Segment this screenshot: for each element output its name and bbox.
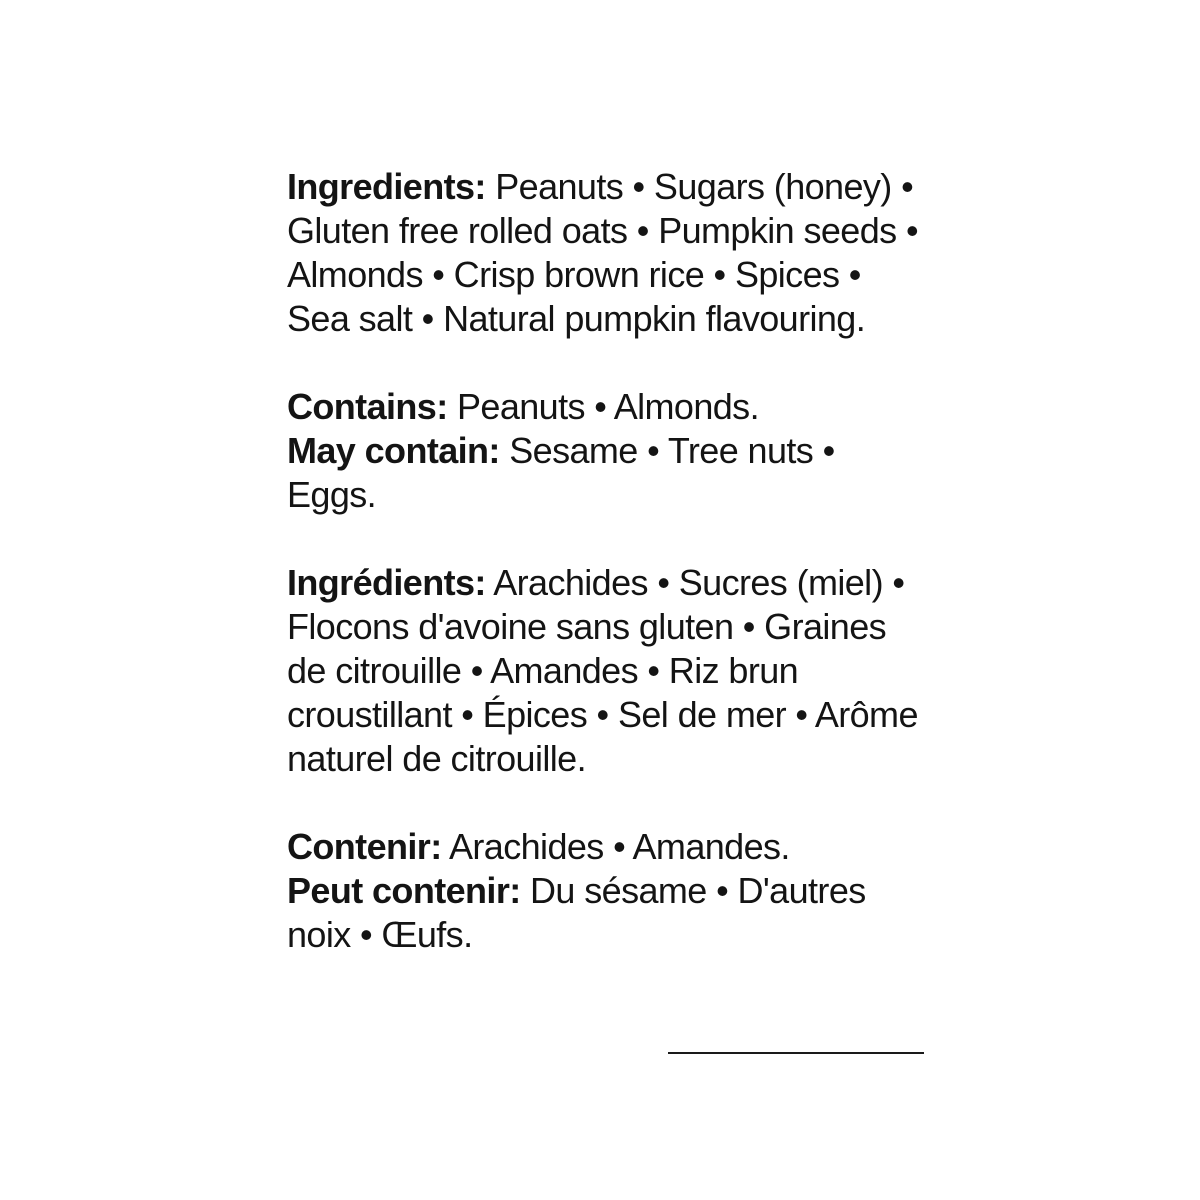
french-may-contain-list: Du sésame • D'autres noix • Œufs.: [287, 870, 866, 955]
french-ingredients-list: Arachides • Sucres (miel) • Flocons d'avoine sans gluten • Graines de citrouille • Amandes • Riz brun croustillant • Épices • Sel de mer • Arôme naturel de citrouille.: [287, 562, 918, 779]
french-contains-heading: Contenir:: [287, 826, 442, 867]
section-spacer: [287, 781, 927, 825]
french-ingredients-block: [287, 561, 927, 781]
french-ingredients-heading: Ingrédients:: [287, 562, 486, 603]
english-ingredients-paragraph: [287, 165, 927, 341]
english-contains-list: Peanuts • Almonds.: [447, 386, 759, 427]
section-spacer: [287, 341, 927, 385]
french-may-contain-paragraph: [287, 869, 927, 957]
english-contains-paragraph: [287, 385, 927, 429]
english-may-contain-list: Sesame • Tree nuts • Eggs.: [287, 430, 835, 515]
french-ingredients-paragraph: [287, 561, 927, 781]
english-may-contain-paragraph: [287, 429, 927, 517]
french-contains-list: Arachides • Amandes.: [441, 826, 790, 867]
bottom-divider-line: [668, 1052, 924, 1054]
french-allergen-block: [287, 825, 927, 957]
french-contains-paragraph: [287, 825, 927, 869]
french-may-contain-heading: Peut contenir:: [287, 870, 521, 911]
english-allergen-block: [287, 385, 927, 517]
english-ingredients-list: Peanuts • Sugars (honey) • Gluten free rolled oats • Pumpkin seeds • Almonds • Crisp brown rice • Spices • Sea salt • Natural pumpkin flavouring.: [287, 166, 918, 339]
ingredients-label-panel: [287, 165, 927, 957]
english-may-contain-heading: May contain:: [287, 430, 500, 471]
english-ingredients-heading: Ingredients:: [287, 166, 486, 207]
english-ingredients-block: [287, 165, 927, 341]
section-spacer: [287, 517, 927, 561]
english-contains-heading: Contains:: [287, 386, 448, 427]
